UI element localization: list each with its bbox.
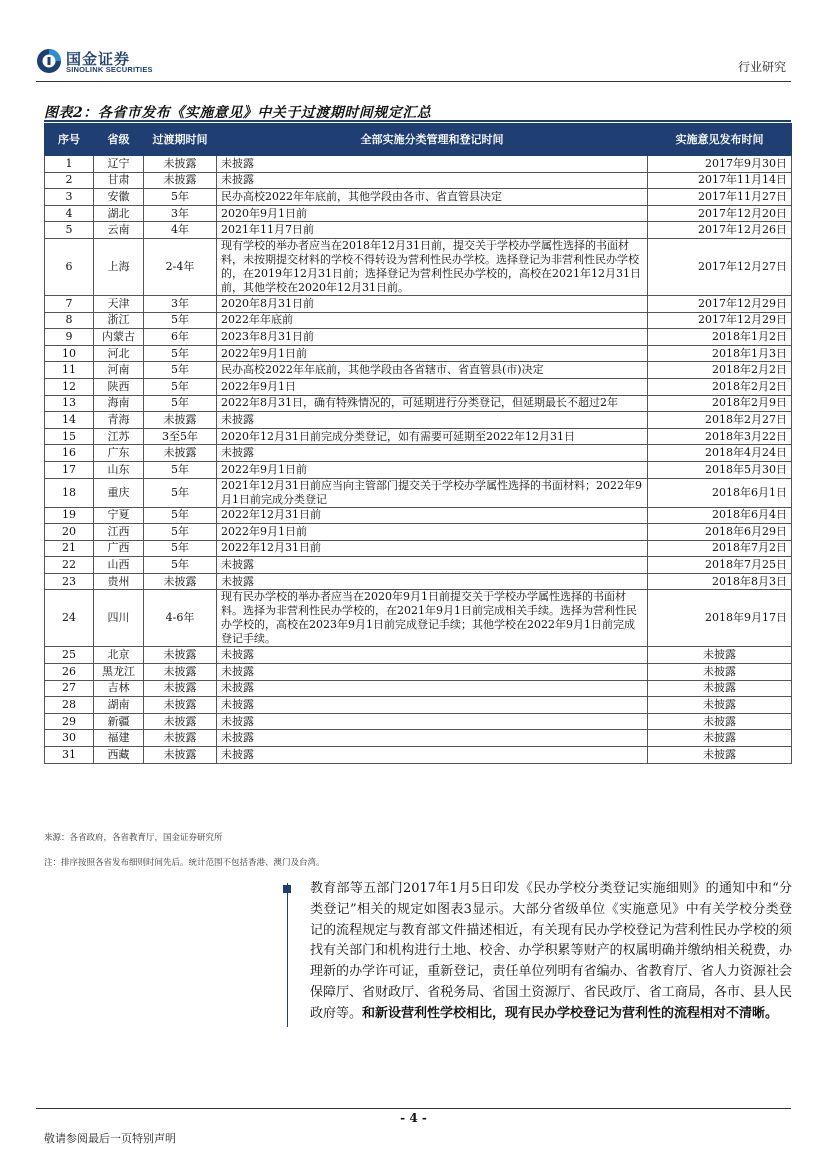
row-period: 未披露 [144,730,217,747]
row-registration-deadline: 2021年12月31日前应当向主管部门提交关于学校办学属性选择的书面材料；2022年9月1日前完成分类登记 [217,478,648,507]
table-note: 注：排序按照各省发布细则时间先后。统计范围不包括香港、澳门及台湾。 [44,858,325,868]
row-publish-date: 未披露 [648,664,792,681]
row-registration-deadline: 未披露 [217,713,648,730]
row-number: 28 [45,697,94,714]
table-header-row [45,124,792,156]
row-number: 27 [45,680,94,697]
row-publish-date: 未披露 [648,730,792,747]
row-province: 河北 [94,345,144,362]
table-row [45,590,792,647]
row-period: 未披露 [144,445,217,462]
row-province: 宁夏 [94,507,144,524]
row-number: 8 [45,312,94,329]
row-period: 6年 [144,329,217,346]
row-period: 未披露 [144,573,217,590]
row-period: 未披露 [144,156,217,173]
row-publish-date: 2018年6月1日 [648,478,792,507]
row-number: 11 [45,362,94,379]
row-registration-deadline: 2021年11月7日前 [217,222,648,239]
page-header [0,0,827,84]
row-province: 甘肃 [94,172,144,189]
row-province: 天津 [94,295,144,312]
row-registration-deadline: 未披露 [217,445,648,462]
row-registration-deadline: 2023年8月31日前 [217,329,648,346]
column-header: 省级 [94,124,144,156]
table-row [45,647,792,664]
row-registration-deadline: 未披露 [217,156,648,173]
row-province: 安徽 [94,189,144,206]
company-logo [36,48,156,78]
row-period: 未披露 [144,647,217,664]
table-row [45,295,792,312]
row-registration-deadline: 未披露 [217,697,648,714]
table-row [45,664,792,681]
section-label: 行业研究 [737,60,786,74]
table-row [45,507,792,524]
table-row [45,362,792,379]
table-row [45,478,792,507]
table-row [45,312,792,329]
row-number: 17 [45,461,94,478]
row-publish-date: 2017年12月20日 [648,205,792,222]
table-row [45,205,792,222]
row-period: 5年 [144,395,217,412]
row-period: 3至5年 [144,428,217,445]
bullet-square-icon [283,885,291,893]
row-number: 5 [45,222,94,239]
row-registration-deadline: 2022年12月31日前 [217,540,648,557]
logo-text-en: SINOLINK SECURITIES [66,65,153,74]
table-row [45,172,792,189]
row-number: 18 [45,478,94,507]
table-row [45,524,792,541]
row-province: 上海 [94,238,144,295]
row-publish-date: 2017年12月27日 [648,238,792,295]
table-row [45,557,792,574]
row-registration-deadline: 2022年年底前 [217,312,648,329]
row-registration-deadline: 2022年9月1日前 [217,524,648,541]
row-period: 未披露 [144,172,217,189]
row-registration-deadline: 未披露 [217,680,648,697]
row-period: 5年 [144,345,217,362]
table-row [45,540,792,557]
header-divider [36,81,791,82]
row-province: 陕西 [94,378,144,395]
row-publish-date: 2018年9月17日 [648,590,792,647]
row-registration-deadline: 2022年9月1日 [217,378,648,395]
row-period: 5年 [144,557,217,574]
row-province: 湖南 [94,697,144,714]
row-number: 24 [45,590,94,647]
table-row [45,713,792,730]
row-registration-deadline: 未披露 [217,412,648,429]
row-number: 7 [45,295,94,312]
row-registration-deadline: 未披露 [217,557,648,574]
row-period: 未披露 [144,664,217,681]
table-row [45,329,792,346]
row-registration-deadline: 2022年9月1日前 [217,345,648,362]
row-registration-deadline: 未披露 [217,664,648,681]
row-registration-deadline: 未披露 [217,573,648,590]
row-registration-deadline: 2020年12月31日前完成分类登记，如有需要可延期至2022年12月31日 [217,428,648,445]
row-province: 江西 [94,524,144,541]
row-number: 19 [45,507,94,524]
row-publish-date: 2018年5月30日 [648,461,792,478]
row-publish-date: 2018年8月3日 [648,573,792,590]
logo-mark-icon [36,48,62,74]
row-province: 吉林 [94,680,144,697]
table-body [45,156,792,764]
table-source: 来源：各省政府，各省教育厅，国金证券研究所 [44,833,223,843]
table-row [45,395,792,412]
table-row [45,445,792,462]
row-publish-date: 2018年7月2日 [648,540,792,557]
row-province: 广西 [94,540,144,557]
row-province: 西藏 [94,747,144,764]
row-number: 16 [45,445,94,462]
footer-disclaimer: 敬请参阅最后一页特别声明 [44,1132,176,1145]
row-number: 21 [45,540,94,557]
row-publish-date: 2018年1月2日 [648,329,792,346]
row-registration-deadline: 未披露 [217,172,648,189]
row-number: 1 [45,156,94,173]
row-period: 5年 [144,461,217,478]
row-number: 20 [45,524,94,541]
row-registration-deadline: 未披露 [217,647,648,664]
row-number: 14 [45,412,94,429]
table-row [45,573,792,590]
row-period: 未披露 [144,697,217,714]
row-publish-date: 未披露 [648,747,792,764]
row-publish-date: 未披露 [648,680,792,697]
row-period: 未披露 [144,680,217,697]
row-province: 福建 [94,730,144,747]
column-header: 过渡期时间 [144,124,217,156]
row-publish-date: 未披露 [648,647,792,664]
body-paragraph [310,879,792,1025]
table-row [45,697,792,714]
row-province: 山西 [94,557,144,574]
row-period: 未披露 [144,713,217,730]
row-province: 广东 [94,445,144,462]
table-row [45,238,792,295]
row-publish-date: 未披露 [648,713,792,730]
row-registration-deadline: 未披露 [217,730,648,747]
row-registration-deadline: 2022年9月1日前 [217,461,648,478]
row-publish-date: 2018年2月2日 [648,378,792,395]
row-province: 贵州 [94,573,144,590]
row-registration-deadline: 未披露 [217,747,648,764]
row-number: 9 [45,329,94,346]
column-header: 序号 [45,124,94,156]
row-period: 5年 [144,378,217,395]
row-period: 4年 [144,222,217,239]
footer-divider [36,1108,791,1109]
row-number: 23 [45,573,94,590]
row-period: 3年 [144,295,217,312]
row-publish-date: 2017年12月26日 [648,222,792,239]
table-row [45,730,792,747]
row-number: 26 [45,664,94,681]
row-publish-date: 2018年7月25日 [648,557,792,574]
row-province: 新疆 [94,713,144,730]
column-header: 实施意见发布时间 [648,124,792,156]
row-period: 5年 [144,524,217,541]
row-publish-date: 2018年1月3日 [648,345,792,362]
row-province: 青海 [94,412,144,429]
row-period: 未披露 [144,747,217,764]
row-province: 湖北 [94,205,144,222]
row-number: 13 [45,395,94,412]
row-publish-date: 2018年6月4日 [648,507,792,524]
row-number: 25 [45,647,94,664]
row-province: 云南 [94,222,144,239]
row-publish-date: 2018年2月2日 [648,362,792,379]
table-row [45,345,792,362]
row-registration-deadline: 2020年8月31日前 [217,295,648,312]
row-publish-date: 2017年11月27日 [648,189,792,206]
row-province: 浙江 [94,312,144,329]
table-row [45,747,792,764]
row-publish-date: 2017年9月30日 [648,156,792,173]
table-row [45,222,792,239]
table-row [45,412,792,429]
row-registration-deadline: 民办高校2022年年底前，其他学段由各省辖市、省直管县(市)决定 [217,362,648,379]
row-period: 3年 [144,205,217,222]
row-province: 江苏 [94,428,144,445]
row-number: 30 [45,730,94,747]
row-registration-deadline: 2022年12月31日前 [217,507,648,524]
row-number: 4 [45,205,94,222]
row-province: 辽宁 [94,156,144,173]
row-number: 29 [45,713,94,730]
row-period: 5年 [144,362,217,379]
figure-title-divider [44,120,791,122]
paragraph-text: 教育部等五部门2017年1月5日印发《民办学校分类登记实施细则》的通知中和“分类登记”相关的规定如图表3显示。大部分省级单位《实施意见》中有关学校分类登记的流程规定与教育部文件描述相近，有关现有民办学校登记为营利性民办学校的须找有关部门和机构进行土地、校舍、办学积累等财产的权属明确并缴纳相关税费，办理新的办学许可证，重新登记，责任单位列明有省编办、省教育厅、省人力资源社会保障厅、省财政厅、省税务局、省国土资源厅、省民政厅、省工商局，各市、县人民政府等。 [310,881,792,1021]
row-period: 未披露 [144,412,217,429]
row-number: 10 [45,345,94,362]
table-row [45,189,792,206]
row-province: 四川 [94,590,144,647]
row-period: 5年 [144,507,217,524]
row-period: 5年 [144,189,217,206]
row-period: 5年 [144,312,217,329]
row-province: 河南 [94,362,144,379]
row-number: 22 [45,557,94,574]
table-row [45,156,792,173]
row-number: 31 [45,747,94,764]
transition-period-table [44,123,792,764]
row-number: 3 [45,189,94,206]
row-publish-date: 2017年12月29日 [648,312,792,329]
row-registration-deadline: 现有学校的举办者应当在2018年12月31日前，提交关于学校办学属性选择的书面材料，未按期提交材料的学校不得转设为营利性民办学校。选择登记为非营利性民办学校的，在2019年12月31日前；选择登记为营利性民办学校的，高校在2021年12月31日前，其他学校在2020年12月31日前。 [217,238,648,295]
row-period: 5年 [144,478,217,507]
row-registration-deadline: 2020年9月1日前 [217,205,648,222]
page-number: - 4 - [400,1111,427,1125]
row-registration-deadline: 现有民办学校的举办者应当在2020年9月1日前提交关于学校办学属性选择的书面材料。选择为非营利性民办学校的，在2021年9月1日前完成相关手续。选择为营利性民办学校的，高校在2023年9月1日前完成登记手续；其他学校在2022年9月1日前完成登记手续。 [217,590,648,647]
row-publish-date: 2018年6月29日 [648,524,792,541]
logo-text-cn: 国金证券 [66,50,131,68]
row-period: 4-6年 [144,590,217,647]
row-publish-date: 2018年3月22日 [648,428,792,445]
row-province: 海南 [94,395,144,412]
table-row [45,428,792,445]
paragraph-sidebar-line [287,883,288,1027]
row-period: 2-4年 [144,238,217,295]
row-publish-date: 2017年11月14日 [648,172,792,189]
row-publish-date: 2017年12月29日 [648,295,792,312]
row-province: 北京 [94,647,144,664]
row-number: 6 [45,238,94,295]
table-row [45,461,792,478]
row-publish-date: 2018年2月27日 [648,412,792,429]
row-period: 5年 [144,540,217,557]
table-row [45,680,792,697]
row-province: 重庆 [94,478,144,507]
row-number: 15 [45,428,94,445]
row-publish-date: 2018年2月9日 [648,395,792,412]
table-row [45,378,792,395]
row-registration-deadline: 2022年8月31日，确有特殊情况的，可延期进行分类登记，但延期最长不超过2年 [217,395,648,412]
row-province: 内蒙古 [94,329,144,346]
figure-title: 图表2：各省市发布《实施意见》中关于过渡期时间规定汇总 [44,105,432,121]
row-publish-date: 2018年4月24日 [648,445,792,462]
row-province: 山东 [94,461,144,478]
row-publish-date: 未披露 [648,697,792,714]
row-number: 12 [45,378,94,395]
column-header: 全部实施分类管理和登记时间 [217,124,648,156]
row-province: 黑龙江 [94,664,144,681]
paragraph-highlight: 和新设营利性学校相比，现有民办学校登记为营利性的流程相对不清晰。 [362,1005,779,1021]
row-number: 2 [45,172,94,189]
row-registration-deadline: 民办高校2022年年底前，其他学段由各市、省直管县决定 [217,189,648,206]
